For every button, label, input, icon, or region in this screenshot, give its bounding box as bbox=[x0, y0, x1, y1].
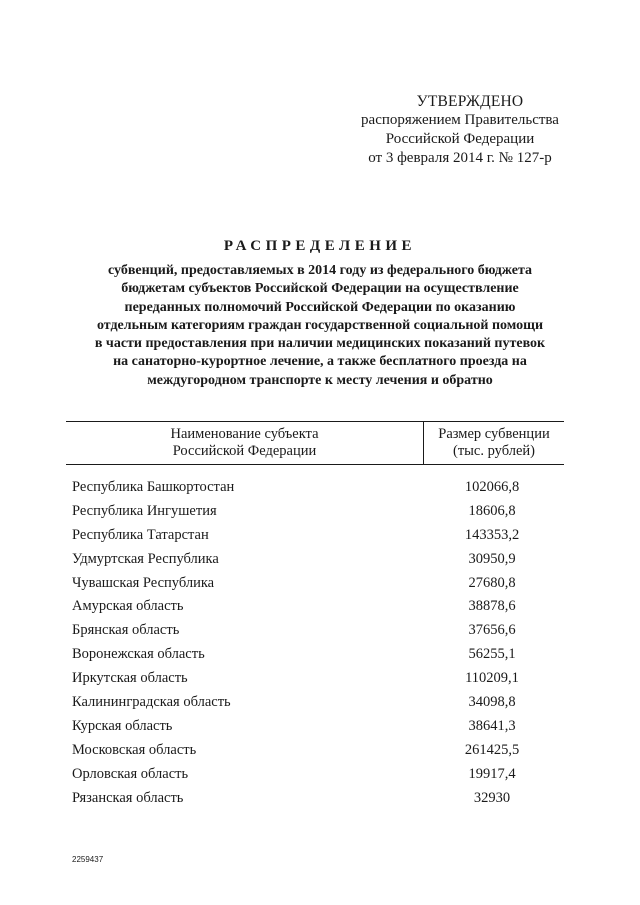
table-row bbox=[72, 500, 572, 524]
column-header-amount-line-2: (тыс. рублей) bbox=[453, 443, 535, 459]
region-name: Калининградская область bbox=[72, 694, 231, 711]
subvention-amount: 143353,2 bbox=[464, 526, 520, 543]
subtitle-line-2: бюджетам субъектов Российской Федерации на осуществление bbox=[121, 281, 519, 297]
region-name: Амурская область bbox=[72, 598, 184, 615]
table-row bbox=[72, 643, 572, 667]
table-row bbox=[72, 667, 572, 691]
table-row bbox=[72, 524, 572, 548]
region-name: Орловская область bbox=[72, 765, 189, 782]
subvention-amount: 19917,4 bbox=[468, 765, 516, 782]
region-name: Удмуртская Республика bbox=[72, 550, 219, 567]
subvention-amount: 110209,1 bbox=[465, 670, 519, 687]
subtitle-line-7: междугородном транспорте к месту лечения и обратно bbox=[147, 372, 493, 388]
table-row bbox=[72, 619, 572, 643]
table-row bbox=[72, 787, 572, 811]
region-name: Республика Башкортостан bbox=[72, 479, 235, 495]
region-name: Республика Ингушетия bbox=[72, 502, 217, 519]
table-row bbox=[72, 715, 572, 739]
column-header-amount bbox=[424, 426, 564, 460]
subvention-amount: 261425,5 bbox=[464, 741, 520, 758]
document-title: РАСПРЕДЕЛЕНИЕ bbox=[223, 238, 417, 254]
subtitle-line-1: субвенций, предоставляемых в 2014 году из федерального бюджета bbox=[108, 263, 532, 278]
table-header bbox=[66, 421, 564, 465]
subvention-amount: 56255,1 bbox=[468, 646, 516, 663]
subtitle-line-5: в части предоставления при наличии медицинских показаний путевок bbox=[94, 336, 546, 352]
approval-block bbox=[340, 92, 580, 168]
approval-line-1: распоряжением Правительства bbox=[361, 112, 559, 128]
subvention-amount: 32930 bbox=[473, 789, 511, 806]
region-name: Московская область bbox=[72, 741, 197, 758]
subvention-amount: 34098,8 bbox=[468, 694, 516, 711]
table-row bbox=[72, 572, 572, 596]
subvention-amount: 27680,8 bbox=[468, 574, 516, 591]
table-row bbox=[72, 739, 572, 763]
approval-line-2: Российской Федерации bbox=[385, 131, 535, 147]
subtitle-line-3: переданных полномочий Российской Федерации по оказанию bbox=[124, 299, 516, 315]
region-name: Рязанская область bbox=[72, 789, 184, 806]
region-name: Чувашская Республика bbox=[72, 574, 215, 591]
column-header-name bbox=[66, 426, 423, 460]
region-name: Республика Татарстан bbox=[72, 526, 209, 543]
column-header-name-line-2: Российской Федерации bbox=[172, 443, 317, 459]
subvention-amount: 37656,6 bbox=[468, 622, 516, 639]
table-row bbox=[72, 595, 572, 619]
subvention-amount: 38878,6 bbox=[468, 598, 516, 615]
region-name: Курская область bbox=[72, 717, 173, 734]
table-row bbox=[72, 476, 572, 500]
column-header-amount-line-1: Размер субвенции bbox=[438, 426, 550, 442]
subtitle-line-6: на санаторно-курортное лечение, а также бесплатного проезда на bbox=[113, 354, 527, 370]
subvention-amount: 102066,8 bbox=[464, 479, 520, 495]
approval-heading: УТВЕРЖДЕНО bbox=[416, 93, 524, 110]
region-name: Иркутская область bbox=[72, 670, 188, 687]
table-row bbox=[72, 548, 572, 572]
subvention-amount: 18606,8 bbox=[468, 502, 516, 519]
table-row bbox=[72, 691, 572, 715]
table-body bbox=[72, 476, 572, 810]
approval-line-3: от 3 февраля 2014 г. № 127-р bbox=[368, 150, 552, 166]
document-subtitle bbox=[60, 262, 580, 390]
region-name: Воронежская область bbox=[72, 646, 205, 663]
table-row bbox=[72, 763, 572, 787]
subvention-amount: 38641,3 bbox=[468, 717, 516, 734]
region-name: Брянская область bbox=[72, 622, 180, 639]
subtitle-line-4: отдельным категориям граждан государственной социальной помощи bbox=[96, 317, 544, 333]
subvention-amount: 30950,9 bbox=[468, 550, 516, 567]
column-header-name-line-1: Наименование субъекта bbox=[170, 426, 319, 442]
document-number: 2259437 bbox=[72, 855, 104, 864]
